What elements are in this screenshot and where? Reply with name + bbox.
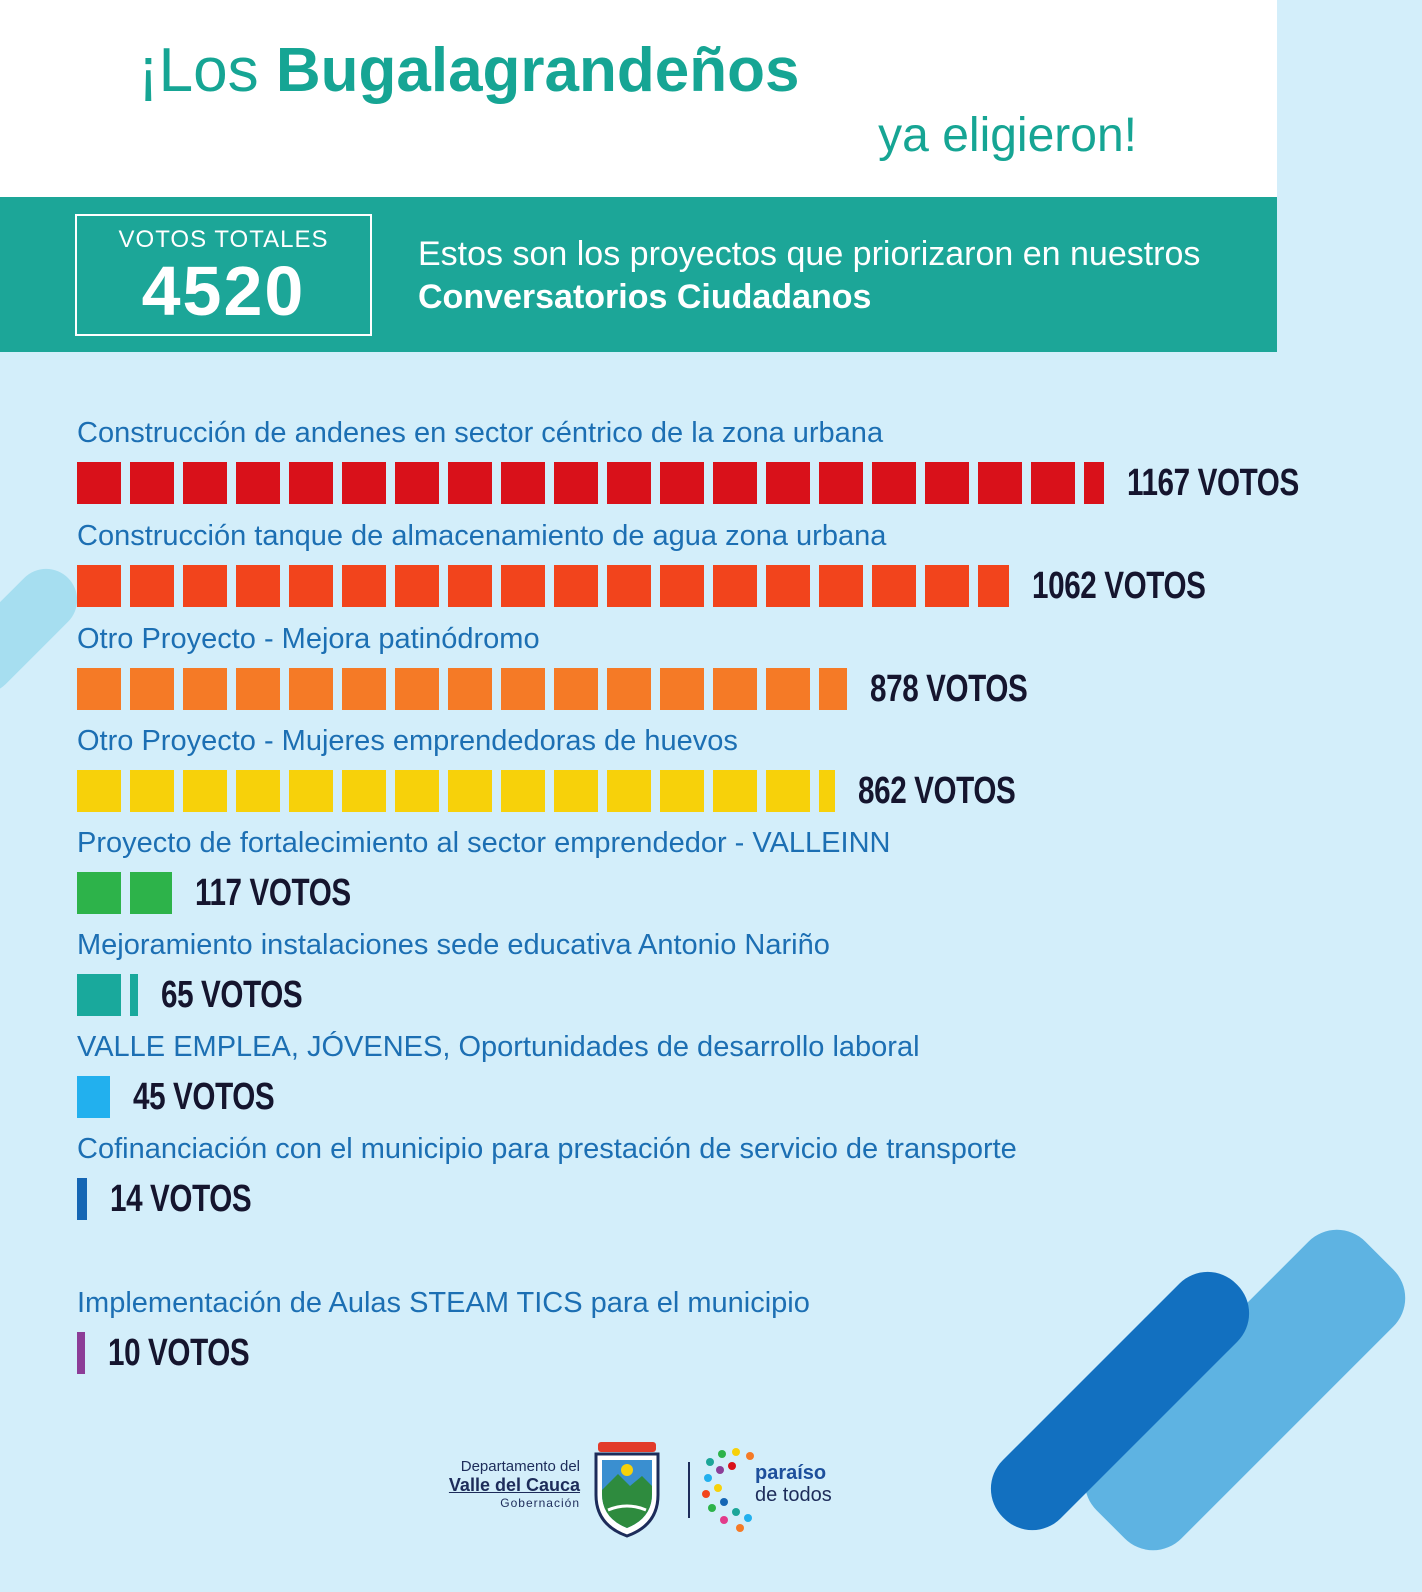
page-title: ¡Los Bugalagrandeños (138, 36, 800, 105)
bar-segment (819, 565, 863, 607)
bar-segment (607, 668, 651, 710)
bar-segment (289, 668, 333, 710)
coat-of-arms-icon (588, 1440, 666, 1540)
bar-segment (77, 462, 121, 504)
bar-segment (766, 565, 810, 607)
bar-segment (236, 668, 280, 710)
total-votes-label: VOTOS TOTALES (118, 226, 329, 253)
category-label: Construcción de andenes en sector céntrico de la zona urbana (77, 417, 884, 449)
bar-segment (448, 462, 492, 504)
bar-segment (660, 668, 704, 710)
bar-segment (925, 565, 969, 607)
bar-segment (289, 462, 333, 504)
category-label: Proyecto de fortalecimiento al sector emprendedor - VALLEINN (77, 827, 891, 859)
bar-segment (713, 565, 757, 607)
bar-segment (395, 770, 439, 812)
bar-segment (448, 668, 492, 710)
value-label: 10 VOTOS (108, 1332, 250, 1374)
bar-segment-partial (130, 872, 172, 914)
bar-segment (501, 565, 545, 607)
bar-segment (766, 668, 810, 710)
category-label: Implementación de Aulas STEAM TICS para el municipio (77, 1287, 810, 1319)
bar-segment (713, 770, 757, 812)
total-votes-value: 4520 (141, 252, 306, 330)
category-label: Construcción tanque de almacenamiento de agua zona urbana (77, 520, 887, 552)
bar-segment (183, 565, 227, 607)
category-label: Mejoramiento instalaciones sede educativa Antonio Nariño (77, 929, 830, 961)
bar-segment (554, 565, 598, 607)
bar-segment (925, 462, 969, 504)
bar-segment (77, 770, 121, 812)
intro-text: Estos son los proyectos que priorizaron en nuestros Conversatorios Ciudadanos (418, 235, 1201, 316)
bar-segment-partial (77, 1076, 110, 1118)
bar-segment (77, 565, 121, 607)
bar-segment-partial (1084, 462, 1104, 504)
bar-segment (978, 462, 1022, 504)
bar-segment (554, 462, 598, 504)
votes-bar-chart (0, 352, 1299, 1402)
total-votes-box (75, 214, 372, 336)
bar-segment (766, 462, 810, 504)
category-label: Otro Proyecto - Mejora patinódromo (77, 623, 540, 655)
category-label: Cofinanciación con el municipio para prestación de servicio de transporte (77, 1133, 1017, 1165)
bar-segment (289, 565, 333, 607)
bar-segment (183, 462, 227, 504)
bar-segment (448, 770, 492, 812)
value-label: 1167 VOTOS (1127, 462, 1299, 504)
bar-segment (395, 565, 439, 607)
bar-segment (766, 770, 810, 812)
value-label: 117 VOTOS (195, 872, 351, 914)
bar-segment-partial (978, 565, 1009, 607)
page-subtitle: ya eligieron! (878, 109, 1137, 162)
bar-segment (77, 872, 121, 914)
bar-segment (130, 770, 174, 812)
bar-segment (342, 462, 386, 504)
category-label: VALLE EMPLEA, JÓVENES, Oportunidades de desarrollo laboral (77, 1031, 920, 1063)
bar-segment (607, 462, 651, 504)
bar-segment (342, 565, 386, 607)
bar-segment (713, 668, 757, 710)
bar-segment (236, 770, 280, 812)
value-label: 45 VOTOS (133, 1076, 275, 1118)
bar-segment-partial (819, 668, 847, 710)
bar-segment (1031, 462, 1075, 504)
bar-segment (660, 565, 704, 607)
bar-segment (660, 770, 704, 812)
value-label: 65 VOTOS (161, 974, 303, 1016)
bar-segment (342, 668, 386, 710)
department-logo-text: Departamento del Valle del Cauca Gobernación (448, 1458, 580, 1510)
bar-segment (607, 565, 651, 607)
bar-segment (448, 565, 492, 607)
bar-segment (501, 770, 545, 812)
bar-segment (872, 565, 916, 607)
bar-segment (554, 668, 598, 710)
summary-band (0, 197, 1277, 352)
bar-segment (713, 462, 757, 504)
bar-segment (501, 462, 545, 504)
bar-segment (236, 462, 280, 504)
bar-segment-partial (77, 1178, 87, 1220)
header (0, 0, 1277, 197)
bar-segment-partial (130, 974, 138, 1016)
bar-segment-partial (77, 1332, 85, 1374)
value-label: 862 VOTOS (858, 770, 1016, 812)
bar-segment-partial (819, 770, 835, 812)
bar-segment (289, 770, 333, 812)
bar-segment (342, 770, 386, 812)
bar-segment (395, 462, 439, 504)
value-label: 878 VOTOS (870, 668, 1028, 710)
bar-segment (819, 462, 863, 504)
logo-divider (688, 1462, 690, 1518)
bar-segment (395, 668, 439, 710)
bar-segment (130, 668, 174, 710)
value-label: 1062 VOTOS (1032, 565, 1206, 607)
bar-segment (554, 770, 598, 812)
bar-segment (183, 770, 227, 812)
bar-segment (130, 462, 174, 504)
bar-segment (607, 770, 651, 812)
bar-segment (77, 668, 121, 710)
bar-segment (236, 565, 280, 607)
bar-segment (872, 462, 916, 504)
bar-segment (660, 462, 704, 504)
category-label: Otro Proyecto - Mujeres emprendedoras de huevos (77, 725, 738, 757)
bar-segment (130, 565, 174, 607)
value-label: 14 VOTOS (110, 1178, 252, 1220)
bar-segment (77, 974, 121, 1016)
bar-segment (183, 668, 227, 710)
paraiso-de-todos-logo: paraíso de todos (755, 1462, 832, 1506)
footer-logos (420, 1440, 860, 1550)
bar-segment (501, 668, 545, 710)
